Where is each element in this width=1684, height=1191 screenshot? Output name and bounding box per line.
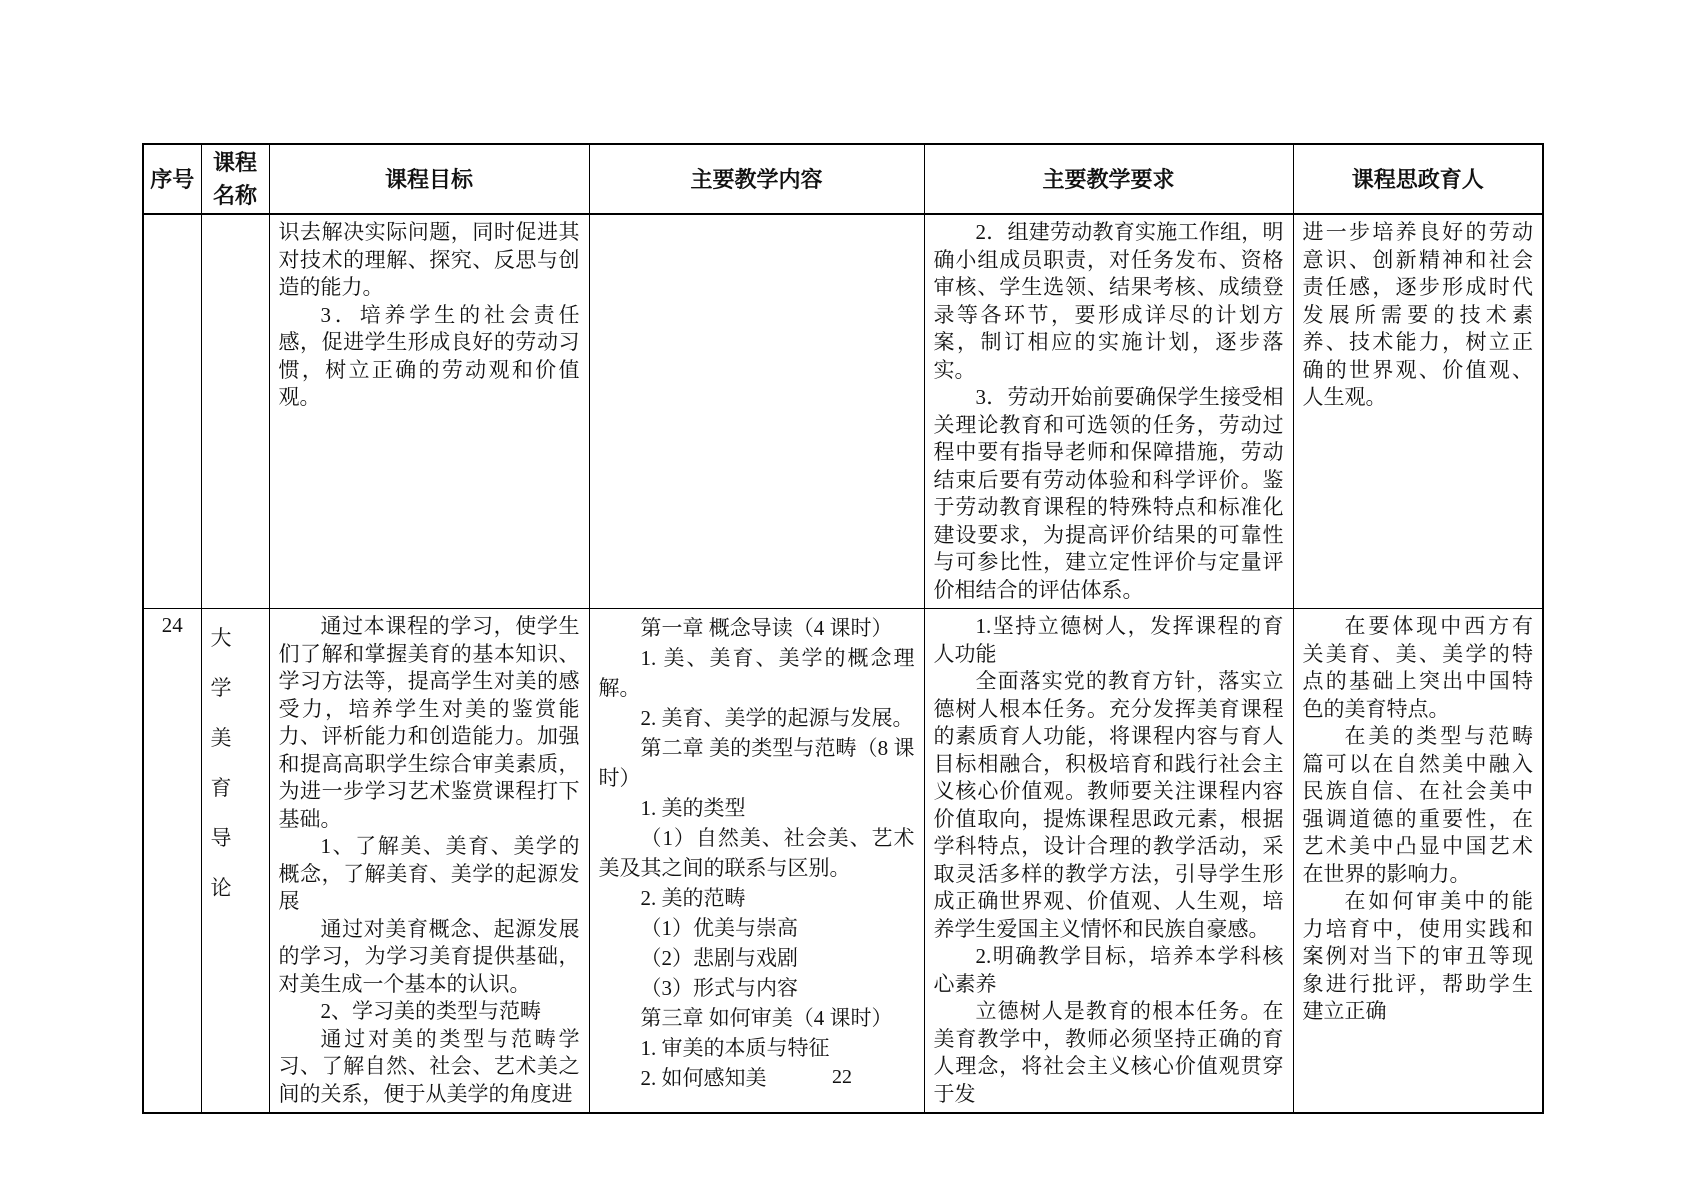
paragraph: 第一章 概念导读（4 课时）	[640, 616, 893, 640]
cell-requirements-row1	[924, 214, 1293, 609]
paragraph: 3．劳动开始前要确保学生接受相关理论教育和可选领的任务，劳动过程中要有指导老师和保障措施，劳动结束后要有劳动体验和科学评价。鉴于劳动教育课程的特殊特点和标准化建设要求，为提高评价结果的可靠性与可参比性，建立定性评价与定量评价相结合的评估体系。	[933, 385, 1284, 602]
paragraph: 2. 如何感知美	[640, 1066, 767, 1090]
header-requirements: 主要教学要求	[924, 144, 1293, 214]
paragraph: 在美的类型与范畴篇可以在自然美中融入民族自信、在社会美中强调道德的重要性，在艺术美中凸显中国艺术在世界的影响力。	[1302, 724, 1533, 886]
paragraph: 2．组建劳动教育实施工作组，明确小组成员职责，对任务发布、资格审核、学生选领、结果考核、成绩登录等各环节，要形成详尽的计划方案，制订相应的实施计划，逐步落实。	[933, 220, 1284, 382]
paragraph: 导论	[210, 826, 242, 900]
curriculum-table	[142, 143, 1544, 1114]
paragraph: 美育	[210, 726, 242, 800]
paragraph: 3．培养学生的社会责任感，促进学生形成良好的劳动习惯，树立正确的劳动观和价值观。	[278, 302, 580, 409]
paragraph: 1. 美、美育、美学的概念理解。	[598, 646, 915, 700]
header-content: 主要教学内容	[589, 144, 924, 214]
cell-ideology-row2	[1293, 609, 1543, 1114]
paragraph: 进一步培养良好的劳动意识、创新精神和社会责任感，逐步形成时代发展所需要的技术素养、技术能力，树立正确的世界观、价值观、人生观。	[1302, 220, 1533, 409]
paragraph: 立德树人是教育的根本任务。在美育教学中，教师必须坚持正确的育人理念，将社会主义核心价值观贯穿于发	[933, 999, 1284, 1106]
cell-name-row1	[201, 214, 269, 609]
header-ideology: 课程思政育人	[1293, 144, 1543, 214]
table-row	[143, 609, 1543, 1114]
cell-no-row1	[143, 214, 201, 609]
paragraph: （1）自然美、社会美、艺术美及其之间的联系与区别。	[598, 826, 915, 880]
paragraph: 2. 美的范畴	[640, 886, 746, 910]
paragraph: 1. 审美的本质与特征	[640, 1036, 830, 1060]
header-no: 序号	[143, 144, 201, 214]
cell-name-row2	[201, 609, 269, 1114]
paragraph: 2.明确教学目标，培养本学科核心素养	[933, 944, 1284, 996]
paragraph: 1.坚持立德树人，发挥课程的育人功能	[933, 614, 1284, 666]
paragraph: 通过本课程的学习，使学生们了解和掌握美育的基本知识、学习方法等，提高学生对美的感受力，培养学生对美的鉴赏能力、评析能力和创造能力。加强和提高高职学生综合审美素质，为进一步学习艺术鉴赏课程打下基础。	[278, 614, 580, 831]
paragraph: （1）优美与崇高	[640, 916, 798, 940]
paragraph: （2）悲剧与戏剧	[640, 946, 798, 970]
cell-no-row2: 24	[143, 609, 201, 1114]
paragraph: 第三章 如何审美（4 课时）	[640, 1006, 893, 1030]
paragraph: 通过对美的类型与范畴学习、了解自然、社会、艺术美之间的关系，便于从美学的角度进	[278, 1026, 580, 1106]
cell-requirements-row2	[924, 609, 1293, 1114]
table-header-row	[143, 144, 1543, 214]
cell-objectives-row1	[269, 214, 589, 609]
header-course-name: 课程名称	[201, 144, 269, 214]
cell-ideology-row1	[1293, 214, 1543, 609]
paragraph: 1、了解美、美育、美学的概念，了解美育、美学的起源发展	[278, 834, 580, 913]
paragraph: 2. 美育、美学的起源与发展。	[640, 706, 914, 730]
paragraph: 在要体现中西方有关美育、美、美学的特点的基础上突出中国特色的美育特点。	[1302, 614, 1533, 721]
paragraph: 识去解决实际问题，同时促进其对技术的理解、探究、反思与创造的能力。	[278, 220, 580, 299]
paragraph: 1. 美的类型	[640, 796, 746, 820]
paragraph: 2、学习美的类型与范畴	[320, 999, 541, 1023]
paragraph: 第二章 美的类型与范畴（8 课时）	[598, 736, 915, 790]
cell-objectives-row2	[269, 609, 589, 1114]
paragraph: 全面落实党的教育方针，落实立德树人根本任务。充分发挥美育课程的素质育人功能，将课程内容与育人目标相融合，积极培育和践行社会主义核心价值观。教师要关注课程内容价值取向，提炼课程思政元素，根据学科特点，设计合理的教学活动，采取灵活多样的教学方法，引导学生形成正确世界观、价值观、人生观，培养学生爱国主义情怀和民族自豪感。	[933, 669, 1284, 941]
paragraph: 通过对美育概念、起源发展的学习，为学习美育提供基础，对美生成一个基本的认识。	[278, 916, 580, 996]
cell-content-row1	[589, 214, 924, 609]
cell-content-row2	[589, 609, 924, 1114]
paragraph: 大学	[210, 626, 242, 700]
paragraph: 在如何审美中的能力培育中，使用实践和案例对当下的审丑等现象进行批评，帮助学生建立正确	[1302, 889, 1533, 1023]
paragraph: （3）形式与内容	[640, 976, 798, 1000]
page-number: 22	[832, 1066, 852, 1088]
header-objectives: 课程目标	[269, 144, 589, 214]
table-row	[143, 214, 1543, 609]
